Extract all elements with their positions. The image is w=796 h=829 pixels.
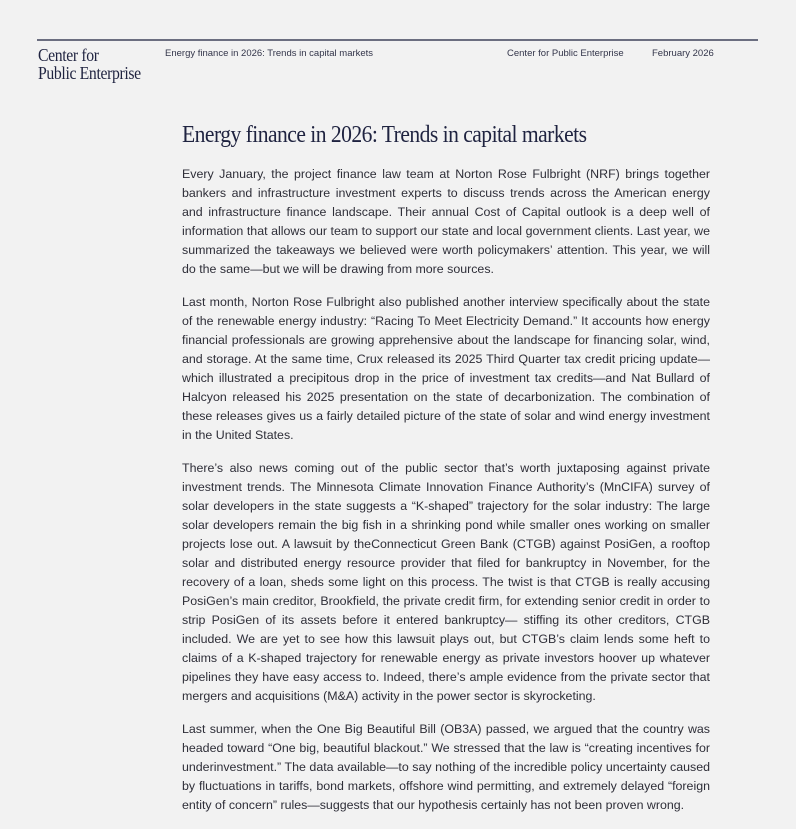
logo-line-2: Public Enterprise [38, 63, 141, 83]
paragraph: Last month, Norton Rose Fulbright also published another interview specifically about the state of the renewable energy industry: “Racing To Meet Electricity Demand.” It accounts how energy financial professionals are growing apprehensive about the landscape for financing solar, wind, and storage. At the same time, Crux released its 2025 Third Quarter tax credit pricing update—which illustrated a precipitous drop in the price of investment tax credits—and Nat Bullard of Halcyon released his 2025 presentation on the state of decarbonization. The combination of these releases gives us a fairly detailed picture of the state of solar and wind energy investment in the United States. [182, 295, 710, 442]
paragraph: Last summer, when the One Big Beautiful Bill (OB3A) passed, we argued that the country was headed toward “One big, beautiful blackout.” We stressed that the law is “creating incentives for underinvestment.” The data available—to say nothing of the incredible policy uncertainty caused by fluctuations in tariffs, bond markets, offshore wind permitting, and extremely delayed “foreign entity of concern” rules—suggests that our hypothesis certainly has not been proven wrong. [182, 722, 710, 812]
logo-line-1: Center for [38, 45, 99, 65]
logo[interactable] [38, 46, 141, 82]
header-organization: Center for Public Enterprise [507, 48, 624, 59]
paragraph: There’s also news coming out of the public sector that’s worth juxtaposing against private investment trends. The Minnesota Climate Innovation Finance Authority’s (MnCIFA) survey of solar developers in the state suggests a “K-shaped” trajectory for the solar industry: The large solar developers remain the big fish in a shrinking pond while smaller ones working on smaller projects lose out. A lawsuit by theConnecticut Green Bank (CTGB) against PosiGen, a rooftop solar and distributed energy resource provider that filed for bankruptcy in November, for the recovery of a loan, sheds some light on this process. The twist is that CTGB is really accusing PosiGen’s main creditor, Brookfield, the private credit firm, for extending senior credit in order to strip PosiGen of its assets before it entered bankruptcy— stiffing its other creditors, CTGB included. We are yet to see how this lawsuit plays out, but CTGB’s claim lends some heft to claims of a K-shaped trajectory for renewable energy as private investors hoover up whatever pipelines they have easy access to. Indeed, there’s ample evidence from the private sector that mergers and acquisitions (M&A) activity in the power sector is skyrocketing. [182, 461, 710, 703]
article-body [182, 165, 710, 829]
paragraph: Every January, the project finance law team at Norton Rose Fulbright (NRF) brings together bankers and infrastructure investment experts to discuss trends across the American energy and infrastructure finance landscape. Their annual Cost of Capital outlook is a deep well of information that allows our team to support our state and local government clients. Last year, we summarized the takeaways we believed were worth policymakers’ attention. This year, we will do the same—but we will be drawing from more sources. [182, 167, 710, 276]
header-date: February 2026 [652, 48, 714, 59]
header-doc-title: Energy finance in 2026: Trends in capital markets [165, 48, 374, 59]
header-rule [37, 39, 758, 41]
article-title: Energy finance in 2026: Trends in capital markets [182, 122, 587, 148]
